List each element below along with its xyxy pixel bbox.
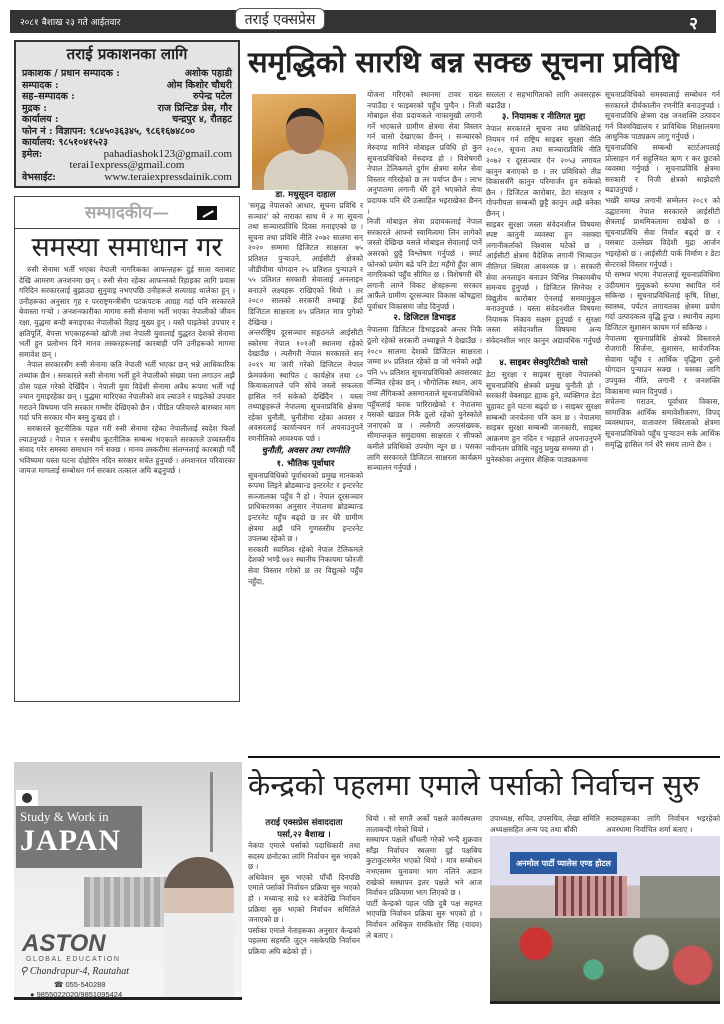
- article-column: [248, 90, 363, 756]
- editorial-box: [14, 196, 240, 702]
- masthead-box: [14, 40, 240, 188]
- ad-phone: 055-540288: [65, 980, 106, 989]
- article-paragraph: सरलता र सहभागिताको लागि अवसरहरू बढाउँछ ।: [486, 90, 601, 110]
- article-paragraph: सरकारी स्वामित्व रहेको नेपाल टेलिकमले देशको भण्डै ७४२ स्थानीय निकायमा फोरजी सेवा विस्तार गरेको छ तर विद्युत्को पहुँच नहुँदा,: [248, 544, 363, 586]
- article-paragraph: सस्थापन पक्षले धाँधली गरेको भन्दै शुक्रवार साँझ निर्वाचन स्थलमा दुई पक्षबिच कुटाकुटसमेत भएको थियो । मात्र सम्बोधन नभएसम्म चुनावमा भाग नलिने अडान राखेको सस्थापन इतर पक्षले भने आज निर्वाचन प्रक्रियामा भाग लिएको छ ।: [366, 835, 482, 898]
- article-paragraph: पार्टी केन्द्रको पहल पछि दुबै पक्ष सहमत भएपछि निर्वाचन प्रक्रिया सुरु भएको हो । निर्वाचन अधिकृत रामकिशोर सिंह (यादव) ले बताए ।: [366, 898, 482, 940]
- article-paragraph: थियो । सो सगतै अर्को पक्षले कार्यस्थलमा तालाबन्दी गरेको थियो ।: [366, 814, 482, 834]
- ad-model-image: [164, 857, 234, 997]
- issue-date: २०८१ बैशाख २३ गते आईतवार: [20, 18, 121, 28]
- masthead-row: [22, 103, 232, 115]
- article-paragraph: सदस्यहरूका लागि निर्वाचन भइरहेको अवस्थामा निर्वाचित शर्मा बताए ।: [606, 814, 720, 834]
- article-paragraph: युनेस्कोका अनुसार शैक्षिक पाठ्यक्रममा: [486, 455, 588, 464]
- japan-flag-icon: [16, 790, 38, 806]
- newspaper-name: तराई एक्सप्रेस: [235, 8, 325, 30]
- news-photo-crowd: [490, 836, 720, 1004]
- location-pin-icon: ⚲: [20, 966, 28, 977]
- editorial-label: सम्पादकीय—: [84, 203, 170, 223]
- article-subheading: चुनौती, अवसर तथा रणनीति: [261, 445, 350, 456]
- masthead-value: अशोक पहाडी: [184, 68, 232, 79]
- masthead-label: कार्यालय :: [22, 114, 59, 125]
- masthead-label: सम्पादक :: [22, 79, 59, 91]
- phone-line: फोन नं : विज्ञापन: ९८४५०३६३४५, ९८६१६७४८००: [22, 125, 195, 137]
- main-headline: समृद्धिको सारथि बन्न सक्छ सूचना प्रविधि: [248, 45, 679, 79]
- article-paragraph: भर्खरै सम्पन्न लगानी सम्मेलन २०८१ को उद्घाटनमा नेपाल सरकारले आईसीटी क्षेत्रलाई प्राथमिकतामा राखेको छ । सूचनाप्रविधि सेवा निर्यात बढ्दो छ र यसबाट उल्लेख्य विदेशी मुद्रा आर्जन भइरहेको छ । आईसीटी पार्क निर्माण र डेटा सेन्टरको विस्तार गर्नुपर्छ ।: [605, 195, 720, 269]
- article-paragraph: नेपालमा सूचनाप्रविधि क्षेत्रको विस्तारले रोजगारी सिर्जना, सुशासन, सार्वजनिक सेवामा पहुँच र आर्थिक वृद्धिमा ठूलो योगदान पुऱ्याउन सक्छ । यसका लागि उपयुक्त नीति, लगानी र जनशक्ति विकासमा ध्यान दिनुपर्छ ।: [605, 333, 720, 396]
- section-divider: [248, 756, 720, 758]
- website-link[interactable]: www.teraiexpressdainik.com: [104, 170, 232, 183]
- masthead-row: [22, 114, 232, 126]
- article-column: [486, 90, 601, 756]
- masthead-label: मुद्रक :: [22, 102, 47, 114]
- ad-mobile: 9855022020/9851095424: [36, 990, 123, 999]
- article-paragraph: सचेतना गराउन, पूर्वाधार विकास, सामाजिक आर्थिक समावेशीकरण, विपद् व्यवस्थापन, वातावरण स्थिरताको क्षेत्रमा सूचनाप्रविधिको पहुँच पुऱ्याउन सके आर्थिक समृद्धि हासिल गर्न धेरै समय लाग्ने छैन ।: [605, 397, 720, 449]
- article-column: [605, 90, 720, 756]
- photo-sign-text: अनमोल पार्टी प्यालेस एण्ड होटल: [510, 852, 617, 874]
- dateline: पर्सा,२२ बैशाख ।: [277, 830, 331, 840]
- editorial-body: [15, 265, 239, 697]
- email-link[interactable]: pahadiashok123@gmail.com: [103, 147, 232, 160]
- email-label: इमेल:: [22, 148, 43, 160]
- article-paragraph: डेटा सुरक्षा र साइबर सुरक्षा नेपालको सूचनाप्रविधि क्षेत्रको प्रमुख चुनौती हो । सरकारी वेबसाइट ह्याक हुने, व्यक्तिगत डेटा चुहावट हुने घटना बढ्दो छ । साइबर सुरक्षा सम्बन्धी जनचेतना पनि कम छ । नेपालमा साइबर सुरक्षा सम्बन्धी जानकारी, साइबर आक्रमण हुन नदिन र भइहाले अपनाउनुपर्ने नवीनतम प्रविधि नहुनु प्रमुख समस्या हो ।: [486, 370, 601, 454]
- article-paragraph: निजी मोबाइल सेवा प्रदायकलाई नेपाल सरकारले आफ्नो स्वामित्वमा लिन लागेको जस्तो देखिन्छ यसले मोबाइल सेवालाई पार्ने असरको छुट्टै विश्लेषण गर्नुपर्छ । स्मार्ट फोनको प्रयोग बढे पनि डेटा महँगो हुँदा आम नागरिकको पहुँच सीमित छ । विशेषगरी धेरै लगानी लाग्ने विकट क्षेत्रहरूमा सरकार आफैंले ग्रामीण दूरसञ्चार विकास कोषद्वारा पूर्वाधार विकासमा जोड दिनुपर्छ ।: [367, 217, 482, 311]
- masthead-row: [22, 68, 232, 80]
- second-headline: केन्द्रको पहलमा एमाले पर्साको निर्वाचन सुरु: [248, 768, 700, 802]
- article-paragraph: पर्साका एमाले नेताहरूका अनुसार केन्द्रको पहलमा सहमति जुट्न नसकेपछि निर्वाचन प्रक्रिया अघि बढेको हो ।: [248, 925, 360, 956]
- byline: तराई एक्सप्रेस संवाददाता: [265, 818, 343, 828]
- article-paragraph: सूचनाप्रविधिको समस्यालाई सम्बोधन गर्न सरकारले दीर्घकालीन रणनीति बनाउनुपर्छ । सूचनाप्रविधि क्षेत्रमा दक्ष जनशक्ति उत्पादन गर्न विश्वविद्यालय र प्राविधिक शिक्षालयमा आधुनिक पाठ्यक्रम लागू गर्नुपर्छ ।: [605, 90, 720, 142]
- article-column: [606, 814, 720, 838]
- article-paragraph: उपाध्यक्ष, सचिव, उपसचिव, लेखा समिति अध्यक्षसहित अन्य पद तथा बाँकी: [490, 814, 600, 834]
- editorial-header: [15, 197, 239, 229]
- article-paragraph: सूचनाप्रविधि सम्बन्धी स्टार्टअपलाई प्रोत्साहन गर्न सहुलियत ऋण र कर छुटको व्यवस्था गर्नुपर्छ । सूचनाप्रविधि क्षेत्रमा सरकारी र निजी क्षेत्रको साझेदारी बढाउनुपर्छ ।: [605, 142, 720, 195]
- masthead-label: सह–सम्पादक :: [22, 91, 75, 102]
- pen-icon: [197, 206, 217, 220]
- article-paragraph: अन्तर्राष्ट्रिय दूरसञ्चार सङ्गठनले आईसीटी स्कोरमा नेपाल १०१औं स्थानमा रहेको देखाउँछ । त्यसैगरी नेपाल सरकारले सन् २०१९ मा जारी गरेको डिजिटल नेपाल फ्रेमवर्कमा स्थापित ८ कार्यक्षेत्र तथा ८० कियाकलापले पनि सोचे जस्तो सफलता हासिल गर्न सकेको देखिँदैन । यस्ता तथ्याङ्कहरूले नेपालमा सूचनाप्रविधि क्षेत्रमा रहेका चुनौती, चुनौतीमा रहेका अवसर र अवसरलाई कार्यान्वयन गर्न अपनाउनुपर्ने रणनीतिको आवश्यक पर्छ ।: [248, 328, 363, 444]
- website-label: वेभसाईट:: [22, 171, 56, 183]
- editorial-paragraph: नेपाल सरकारसँग रुसी सेनामा कति नेपाली भर्ती भएका छन् भन्ने आधिकारिक तथ्यांक छैन । सरकारले रुसी सेनामा भर्ती हुने नेपालीको संख्या पत्ता लगाउन अझै ठोस पहल गरेको देखिँदैन । नेपाली युवा विदेशी सेनामा अवैध रूपमा भर्ती भई ज्यान गुमाइरहेका छन् । युद्धमा मारिएका नेपालीको शव ल्याउने र घाइतेको उपचार गराउने विषयमा पनि सरकार गम्भीर देखिएको छैन । पीडित परिवारले बारम्बार माग गर्दा पनि सरकार मौन बस्नु दुःखद हो ।: [19, 360, 235, 423]
- article-subheading: १. भौतिक पूर्वाधार: [276, 458, 335, 469]
- masthead-title: तराई प्रकाशनका लागि: [66, 45, 188, 63]
- article-paragraph: सूचनाप्रविधिको पूर्वाधारको प्रमुख मानकको रूपमा लिइने ब्रोडब्यान्ड इन्टरनेट र इन्टरनेट सञ्जालका पहुँच नै हो । नेपाल दूरसञ्चार प्राधिकरणका अनुसार नेपालमा ब्रोडब्यान्ड इन्टरनेट पहुँच बढ्दो छ तर धेरै ग्रामीण क्षेत्रमा अझै पनि गुणस्तरीय इन्टरनेट उपलब्ध रहेको छ ।: [248, 470, 363, 544]
- editorial-paragraph: रुसी सेनामा भर्ती भएका नेपाली नागरिकका आफन्तहरू दुई साता यताबाट देखि आमरण अनशनमा छन् । रुसी सेना रहेका आफन्तको रिहाइका लागि प्रयास गरिदिन सरकारलाई बुझाउदा सुनुवाइ नभएपछि उनीहरूले सत्याग्रह थालेका हुन् । उनीहरूका अनुसार गृह र परराष्ट्रमन्त्रीसँग पटकपटक आग्रह गर्दा पनि सरकारले बेवास्ता गऱ्यो । अनशनकारीका मागमा रुसी सेनामा भर्ती भएका नेपालीको जीवन रक्षा, युद्धमा बन्दी बनाइएका नेपालीको रिहाइ मुख्य हुन् । यस्तै घाइतेको उपचार र क्षतिपूर्ति, बेपत्ता भएकाहरूको खोजी तथा नेपाली युवालाई युद्धरत देशको सेनामा भर्ती हुन प्रलोभन दिने मानव तस्करहरूलाई कारबाही पनि उनीहरूको मागमा समावेश छन् ।: [19, 265, 235, 359]
- article-column: [367, 90, 482, 756]
- article-paragraph: नेपालमा डिजिटल डिभाइडको अन्तर निकै ठूलो रहेको सरकारी तथ्याङ्कले नै देखाउँछ । २०८० सालमा देशको डिजिटल साक्षरता जम्मा ४५ प्रतिशत रहेको छ जो भनेको अझै पनि ५५ प्रतिशत सूचनाप्रविधिको अवसरबाट वञ्चित रहेका छन् । भौगोलिक स्थान, आय तथा लैंगिकको असमानताले सूचनाप्रविधिको पहुँचलाई फरक पारिराखेको र नेपालमा यसको खाडल निकै ठूलो रहेको युनेस्कोले जनाएको छ । त्यसैगरी अल्पसंख्यक, सीमान्तकृत समुदायमा साक्षरता र सीपको कमीले प्रविधिको उपयोग न्यून छ । यसका लागि सरकारले डिजिटल साक्षरता कार्यक्रम सञ्चालन गर्नुपर्छ ।: [367, 325, 482, 473]
- article-paragraph: नेकपा एमाले पर्साको पदाधिकारी तथा सदस्य छनोटका लागि निर्वाचन सुरु भएको छ ।: [248, 841, 360, 872]
- article-subheading: ४. साइबर सेक्युरिटीको चासो: [499, 358, 588, 369]
- email-link[interactable]: terai1express@gmail.com: [69, 159, 185, 171]
- article-paragraph: यो सम्भव भएमा नेपाललाई सूचनाप्रविधिमा उदीयमान मुलुकको रूपमा स्थापित गर्न सकिन्छ । सूचनाप्रविधिलाई कृषि, शिक्षा, स्वास्थ्य, पर्यटन लगायतका क्षेत्रमा प्रयोग गर्दा उत्पादकत्व वृद्धि हुन्छ । स्थानीय तहमा डिजिटल सुशासन कायम गर्न सकिन्छ ।: [605, 270, 720, 333]
- ad-address: Chandrapur-4, Rautahat: [29, 966, 130, 977]
- article-column: [248, 814, 360, 1014]
- ad-brand-logo: ASTON: [22, 930, 106, 957]
- advertisement-aston[interactable]: [14, 762, 242, 1000]
- page-header-bar: [10, 10, 716, 33]
- office-phone: कार्यालय: ९८५१०४१५२३: [22, 137, 108, 148]
- masthead-value: ओम किशोर चौधरी: [166, 79, 232, 91]
- ad-country: JAPAN: [20, 824, 122, 857]
- ad-brand-sub: GLOBAL EDUCATION: [26, 956, 121, 963]
- masthead-value: चन्द्रपुर ४, रौतहट: [172, 114, 232, 125]
- masthead-label: प्रकाशक / प्रधान सम्पादक :: [22, 68, 120, 79]
- phone-icon: ☎: [54, 980, 64, 989]
- mobile-icon: ●: [30, 990, 35, 999]
- article-column: [490, 814, 600, 838]
- masthead-value: रुपेन्द्र पटेल: [193, 91, 232, 102]
- photo-caption: डा. मधुसूदन दाहाल: [275, 190, 336, 200]
- masthead-row: [22, 91, 232, 103]
- article-subheading: ३. नियामक र नीतिगत मुद्दा: [501, 112, 586, 123]
- editorial-title: समस्या समाधान गर: [31, 232, 223, 263]
- article-paragraph: नेपाल सरकारले सूचना तथा प्रविधिलाई नियमन गर्न राष्ट्रिय साइबर सुरक्षा नीति २०८०, सूचना तथा सञ्चारप्रविधि नीति २०७२ र दूरसञ्चार ऐन २०५३ लगायत कानुन बनाएको छ । तर प्रविधिको तीव्र विकाससँगै कानुन परिमार्जन हुन सकेको छैन । डिजिटल कारोबार, डेटा संरक्षण र गोपनीयता सम्बन्धी छुट्टै कानुन अझै बनेका छैनन् ।: [486, 124, 601, 218]
- article-subheading: २. डिजिटल डिभाइड: [393, 313, 456, 324]
- article-column: [366, 814, 482, 1014]
- ad-tagline: Study & Work in: [20, 809, 109, 824]
- article-paragraph: साइबर सुरक्षा जस्ता संवेदनशील विषयमा स्पष्ट कानुनी व्यवस्था हुन नसक्दा लगानीकर्ताको विश्वास घटेको छ । आईसीटी क्षेत्रमा वैदेशिक लगानी भित्र्याउन नीतिगत स्थिरता आवश्यक छ । सरकारी सेवा अनलाइन बनाउन विभिन्न निकायबीच समन्वय हुनुपर्छ । डिजिटल सिग्नेचर र विद्युतीय कारोबार ऐनलाई समयानुकूल बनाउनुपर्छ । यस्ता संवेदनशील विषयमा नियामक निकाय सक्षम हुनुपर्छ र सुरक्षा जस्ता संवेदनशील विषयमा अन्य संवेदनशील भएर कानुन अद्यावधिक गर्नुपर्छ ।: [486, 219, 601, 356]
- masthead-row: [22, 80, 232, 92]
- page-number: २: [689, 14, 698, 34]
- article-paragraph: 'समृद्ध नेपालको आधार, सूचना प्रविधि र सञ्चार' को नाराका साथ मे २ मा सूचना तथा सञ्चारप्रविधि दिवस मनाइएको छ । सूचना तथा प्रविधि नीति २०७२ सालमा सन् २०२० सम्ममा डिजिटल साक्षरता ७५ प्रतिशत पुऱ्याउने, आईसीटी क्षेत्रको जीडीपीमा योगदान २५ प्रतिशत पुऱ्याउने र ५५ प्रतिशत सरकारी सेवालाई अनलाइन बनाउने लक्ष्यहरू राखिएको थियो । तर २०८० सालको सरकारी तथ्याङ्क हेर्दा डिजिटल साक्षरता ४५ प्रतिशत मात्र पुगेको देखिन्छ ।: [248, 201, 363, 327]
- editorial-paragraph: सरकारले कूटनीतिक पहल गरी रुसी सेनामा रहेका नेपालीलाई स्वदेश फिर्ता ल्याउनुपर्छ । नेपाल र रुसबीच कूटनीतिक सम्बन्ध भएकाले सरकारले उच्चस्तरीय संवाद गरेर समस्या समाधान गर्न सक्छ । मानव तस्करीमा संलग्नलाई कारबाही गर्दै भविष्यमा यस्ता घटना दोहोरिन नदिन सरकार सचेत हुनुपर्छ । अनशनरत परिवारका जायज मागलाई सम्बोधन गर्न सरकार तत्काल अघि बढ्नुपर्छ ।: [19, 423, 235, 476]
- article-paragraph: योजना गरिएको स्थानमा टावर राख्न नपाउँदा र फाइबरको पहुँच पुग्दैन । निजी मोबाइल सेवा प्रदायकले नाफामुखी लगानी गर्ने भएकाले ग्रामीण क्षेत्रमा सेवा विस्तार गर्न चासो देखाएका छैनन् । सञ्चारको मेरुदण्ड मानिने मोबाइल प्रविधि हो कुन सूचनाप्रविधिको मेरुदण्ड हो । विशेषगरी नेपाल टेलिकमले दुर्गम क्षेत्रमा समेत सेवा विस्तार गरिरहेको छ तर पर्याप्त छैन । लाभ अनुपातमा लगानी धेरै हुने भएकोले सेवा प्रदायक पनि धेरै उत्साहित भइराखेका छैनन् ।: [367, 90, 482, 216]
- article-paragraph: अधिवेशन सुरु भएको पाँचौं दिनपछि एमाले पर्साको निर्वाचन प्रक्रिया सुरु भएको हो । मध्यान्ह साढे १२ बजेदेखि निर्वाचन प्रक्रिया सुरु भएको निर्वाचन समितिले जनाएको छ ।: [248, 872, 360, 925]
- author-photo: [252, 94, 356, 190]
- masthead-value: राज प्रिन्टिङ प्रेस, गौर: [157, 102, 232, 114]
